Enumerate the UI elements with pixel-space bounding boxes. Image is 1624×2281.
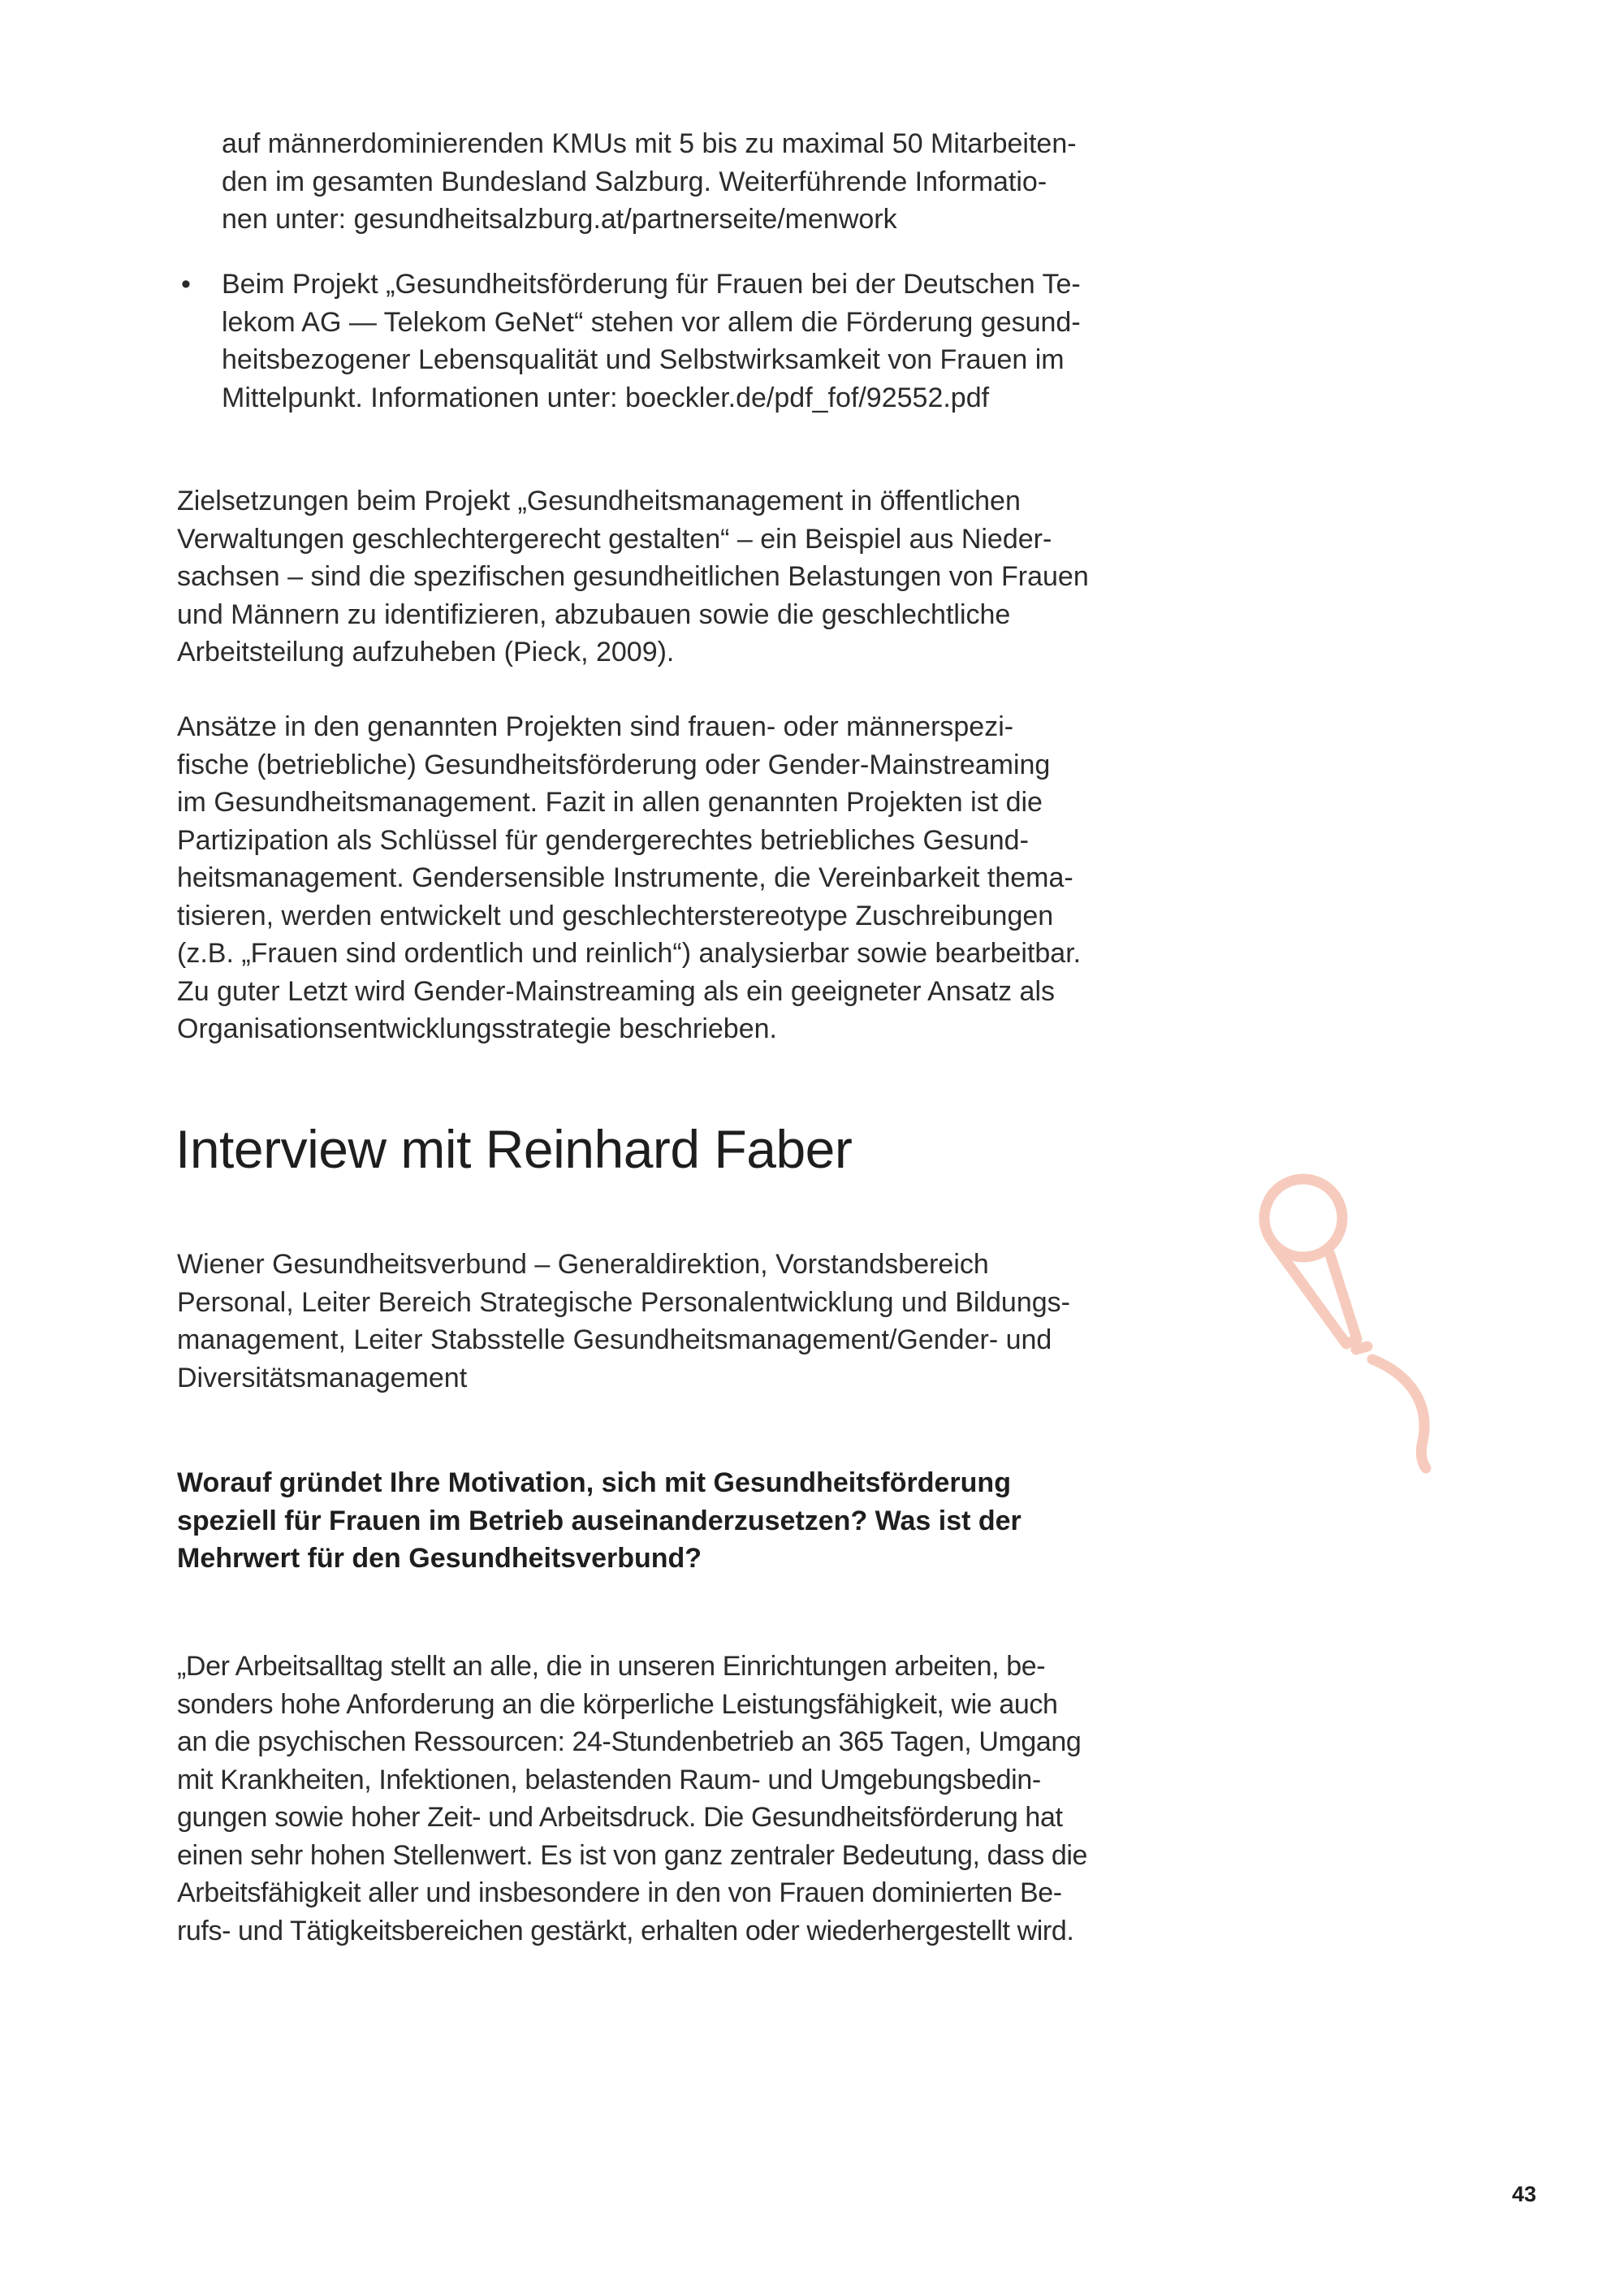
- text-line: rufs- und Tätigkeitsbereichen gestärkt, erhalten oder wiederhergestellt wird.: [177, 1915, 1074, 1946]
- text-line: lekom AG — Telekom GeNet“ stehen vor allem die Förderung gesund-: [222, 306, 1081, 338]
- text-line: heitsbezogener Lebensqualität und Selbstwirksamkeit von Frauen im: [222, 344, 1065, 375]
- text-line: (z.B. „Frauen sind ordentlich und reinlich“) analysierbar sowie bearbeitbar.: [177, 938, 1082, 969]
- text-line: tisieren, werden entwickelt und geschlechterstereotype Zuschreibungen: [177, 900, 1054, 931]
- interview-answer: [177, 1648, 1111, 1950]
- text-line: an die psychischen Ressourcen: 24-Stundenbetrieb an 365 Tagen, Umgang: [177, 1726, 1082, 1757]
- text-line: Arbeitsfähigkeit aller und insbesondere in den von Frauen dominierten Be-: [177, 1877, 1062, 1908]
- interviewee-affiliation: [177, 1246, 1111, 1397]
- continued-bullet-text: [222, 125, 1115, 239]
- text-line: und Männern zu identifizieren, abzubauen sowie die geschlechtliche: [177, 598, 1011, 630]
- text-line: Arbeitsteilung aufzuheben (Pieck, 2009).: [177, 637, 675, 667]
- text-line: Ansätze in den genannten Projekten sind frauen- oder männerspezi-: [177, 711, 1014, 742]
- text-line: Beim Projekt „Gesundheitsförderung für Frauen bei der Deutschen Te-: [222, 269, 1081, 300]
- text-line: Wiener Gesundheitsverbund – Generaldirektion, Vorstandsbereich: [177, 1249, 989, 1280]
- text-line: gungen sowie hoher Zeit- und Arbeitsdruck. Die Gesundheitsförderung hat: [177, 1802, 1063, 1833]
- paragraph-approaches: [177, 708, 1111, 1048]
- paragraph-project-goals: [177, 482, 1111, 672]
- text-line: management, Leiter Stabsstelle Gesundheitsmanagement/Gender- und: [177, 1324, 1052, 1355]
- text-line: Partizipation als Schlüssel für gendergerechtes betriebliches Gesund-: [177, 824, 1029, 856]
- text-line: nen unter: gesundheitsalzburg.at/partnerseite/menwork: [222, 204, 897, 235]
- text-line: Zu guter Letzt wird Gender-Mainstreaming als ein geeigneter Ansatz als: [177, 975, 1055, 1007]
- text-line: den im gesamten Bundesland Salzburg. Weiterführende Informatio-: [222, 166, 1047, 197]
- interview-question: [177, 1464, 1111, 1578]
- bullet-item-text: [222, 266, 1131, 417]
- text-line: speziell für Frauen im Betrieb auseinanderzusetzen? Was ist der: [177, 1505, 1021, 1536]
- text-line: Organisationsentwicklungsstrategie beschrieben.: [177, 1013, 777, 1044]
- text-line: „Der Arbeitsalltag stellt an alle, die in unseren Einrichtungen arbeiten, be-: [177, 1651, 1046, 1682]
- bullet-marker: •: [181, 269, 191, 300]
- text-line: Zielsetzungen beim Projekt „Gesundheitsmanagement in öffentlichen: [177, 486, 1021, 516]
- text-line: fische (betriebliche) Gesundheitsförderung oder Gender-Mainstreaming: [177, 749, 1051, 780]
- text-line: Worauf gründet Ihre Motivation, sich mit Gesundheitsförderung: [177, 1467, 1011, 1498]
- text-line: Verwaltungen geschlechtergerecht gestalten“ – ein Beispiel aus Nieder-: [177, 523, 1052, 555]
- text-line: Diversitätsmanagement: [177, 1362, 468, 1393]
- text-line: heitsmanagement. Gendersensible Instrumente, die Vereinbarkeit thema-: [177, 862, 1073, 893]
- text-line: Mehrwert für den Gesundheitsverbund?: [177, 1543, 702, 1574]
- text-line: im Gesundheitsmanagement. Fazit in allen genannten Projekten ist die: [177, 787, 1043, 818]
- text-line: einen sehr hohen Stellenwert. Es ist von ganz zentraler Bedeutung, dass die: [177, 1839, 1088, 1871]
- page-number: 43: [1512, 2182, 1537, 2206]
- text-line: auf männerdominierenden KMUs mit 5 bis zu maximal 50 Mitarbeiten-: [222, 128, 1077, 159]
- text-line: sonders hohe Anforderung an die körperliche Leistungsfähigkeit, wie auch: [177, 1688, 1058, 1720]
- section-heading: Interview mit Reinhard Faber: [175, 1119, 853, 1179]
- text-line: Mittelpunkt. Informationen unter: boeckler.de/pdf_fof/92552.pdf: [222, 382, 990, 413]
- text-line: Personal, Leiter Bereich Strategische Personalentwicklung und Bildungs-: [177, 1286, 1070, 1318]
- text-line: sachsen – sind die spezifischen gesundheitlichen Belastungen von Frauen: [177, 561, 1089, 592]
- text-line: mit Krankheiten, Infektionen, belastenden Raum- und Umgebungsbedin-: [177, 1764, 1041, 1795]
- microphone-icon: [1242, 1161, 1445, 1486]
